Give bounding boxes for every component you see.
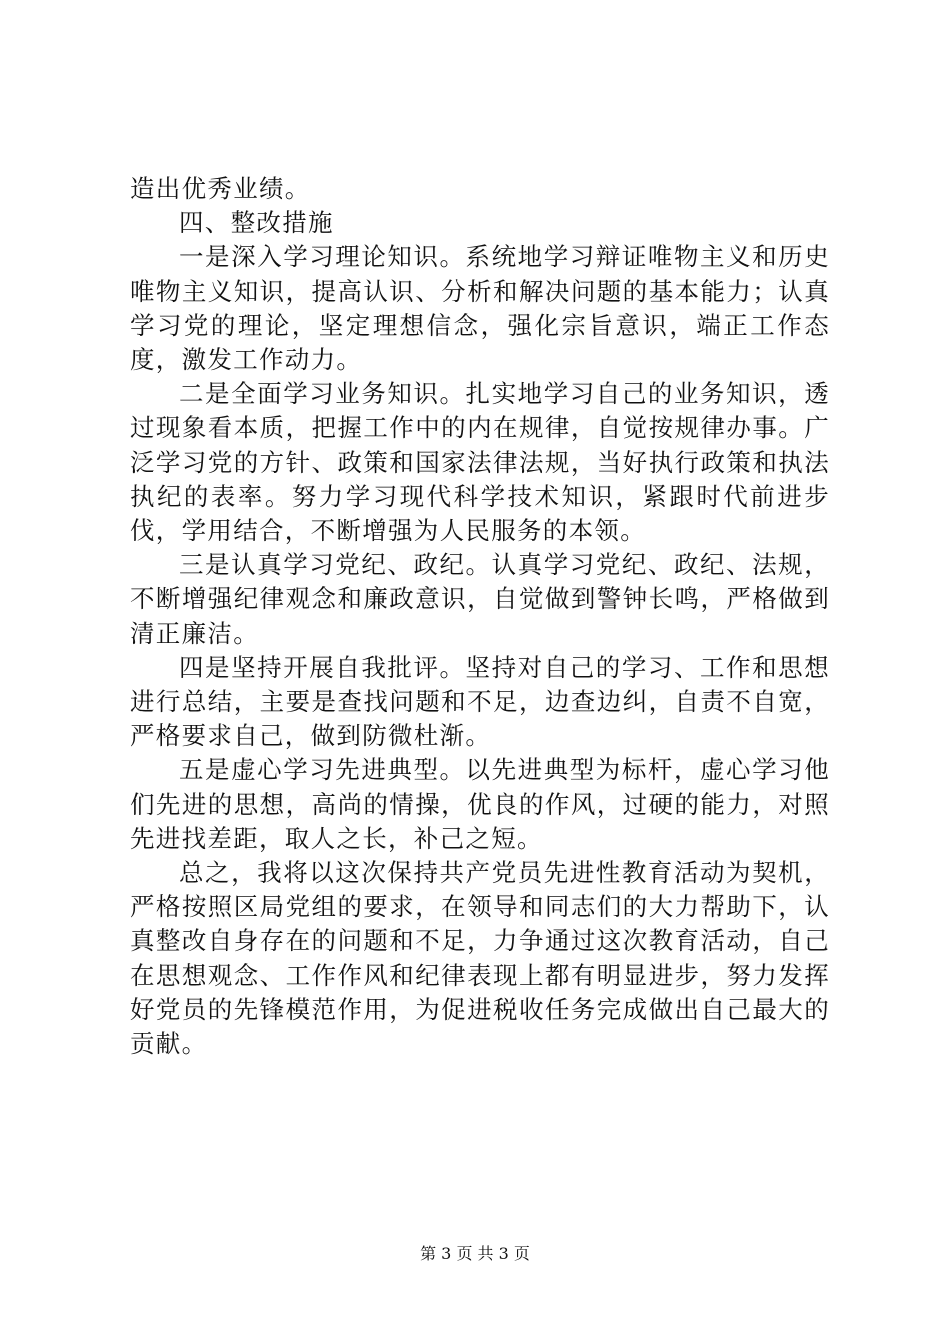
paragraph-measure-2: 二是全面学习业务知识。扎实地学习自己的业务知识，透过现象看本质，把握工作中的内在规律，自觉按规律办事。广泛学习党的方针、政策和国家法律法规，当好执行政策和执法执纪的表率。努力学习现代科学技术知识，紧跟时代前进步伐，学用结合，不断增强为人民服务的本领。 <box>130 379 830 546</box>
page-number-footer: 第 3 页 共 3 页 <box>420 1244 530 1263</box>
section-heading-rectification: 四、整改措施 <box>179 208 334 238</box>
paragraph-measure-4: 四是坚持开展自我批评。坚持对自己的学习、工作和思想进行总结，主要是查找问题和不足，边查边纠，自责不自宽，严格要求自己，做到防微杜渐。 <box>130 652 830 751</box>
paragraph-measure-3: 三是认真学习党纪、政纪。认真学习党纪、政纪、法规，不断增强纪律观念和廉政意识，自觉做到警钟长鸣，严格做到清正廉洁。 <box>130 550 830 648</box>
paragraph-measure-1: 一是深入学习理论知识。系统地学习辩证唯物主义和历史唯物主义知识，提高认识、分析和解决问题的基本能力；认真学习党的理论，坚定理想信念，强化宗旨意识，端正工作态度，激发工作动力。 <box>130 242 830 375</box>
document-body <box>130 172 830 1061</box>
paragraph-continuation: 造出优秀业绩。 <box>130 174 311 203</box>
paragraph-measure-5: 五是虚心学习先进典型。以先进典型为标杆，虚心学习他们先进的思想，高尚的情操，优良的作风，过硬的能力，对照先进找差距，取人之长，补己之短。 <box>130 755 830 853</box>
paragraph-conclusion: 总之，我将以这次保持共产党员先进性教育活动为契机，严格按照区局党组的要求，在领导和同志们的大力帮助下，认真整改自身存在的问题和不足，力争通过这次教育活动，自己在思想观念、工作作风和纪律表现上都有明显进步，努力发挥好党员的先锋模范作用，为促进税收任务完成做出自己最大的贡献。 <box>130 858 830 1059</box>
